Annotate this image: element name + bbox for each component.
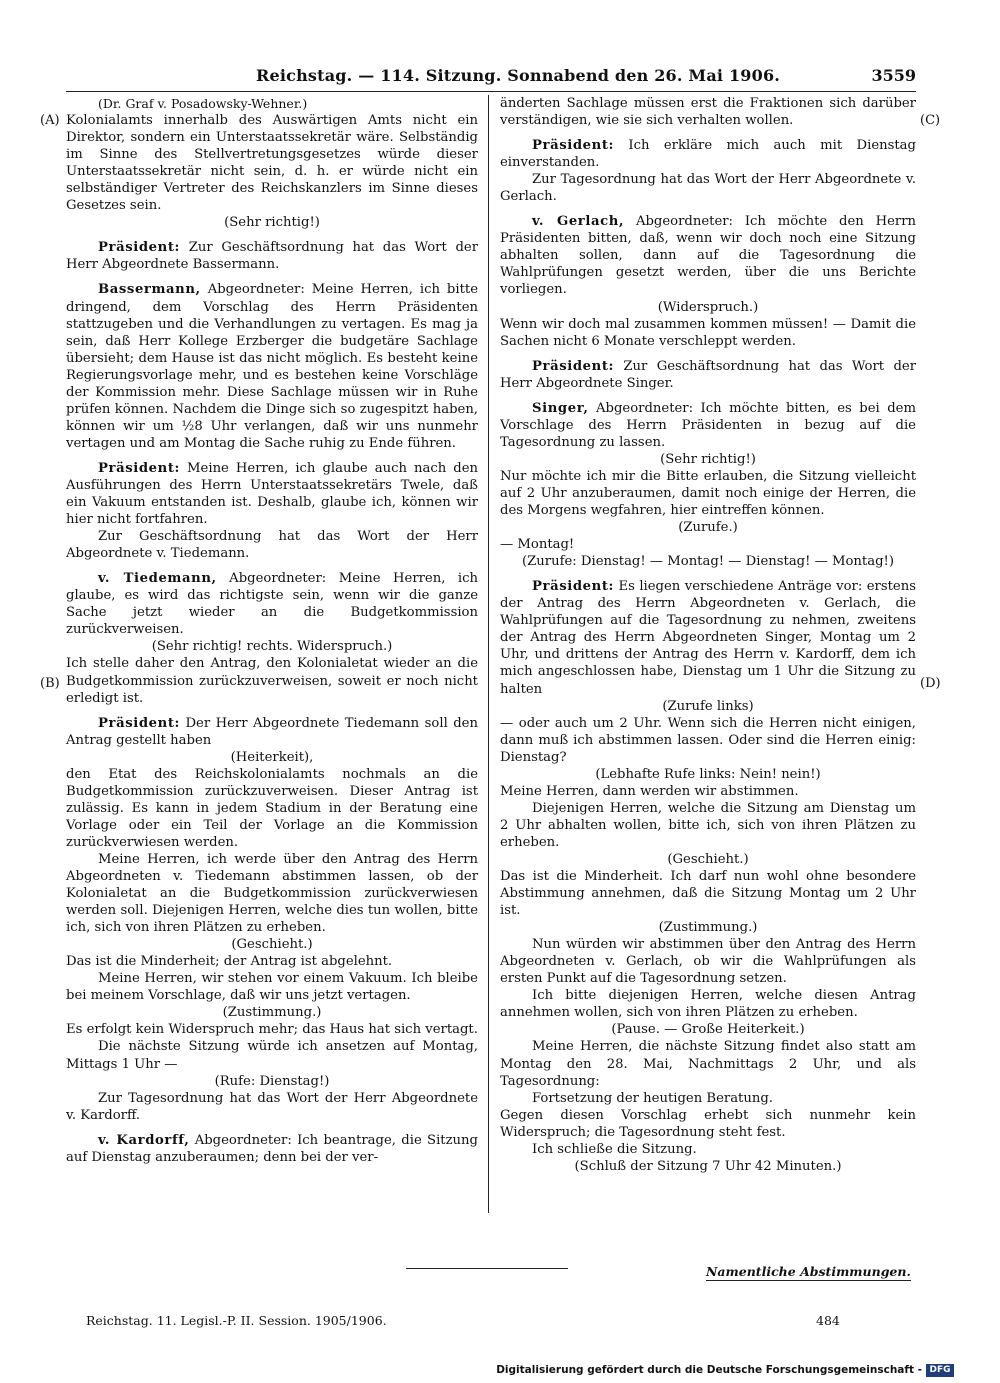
interjection: (Rufe: Dienstag!) [214, 1073, 330, 1089]
paragraph: Gegen diesen Vorschlag erhebt sich nunmehr kein Widerspruch; die Tagesordnung steht fest. [500, 1107, 916, 1140]
dfg-logo: DFG [926, 1364, 954, 1377]
interjection: (Zurufe: Dienstag! — Montag! — Dienstag! — Montag!) [522, 554, 894, 570]
speaker-name: v. Tiedemann, [98, 571, 217, 587]
header-rule [66, 91, 916, 92]
speech-text: Abgeordneter: Meine Herren, ich bitte dringend, dem Vorschlag des Herrn Präsidenten stattzugeben und die Verhandlungen zu vertagen. Es mag ja sein, daß Herr Kollege Erzberger die budgetäre Sachlage übersieht; dem Hause ist das nicht möglich. Es besteht keine Regierungsvorlage mehr, und es bestehen keine Vorschläge der Kommission mehr. Diese Sachlage müssen wir in Ruhe prüfen können. Nachdem die Dinge sich so zugespitzt haben, können wir um ½8 Uhr verlangen, daß wir uns nunmehr vertagen und am Montag die Sache ruhig zu Ende führen. [66, 282, 478, 451]
speech-text: Zur Geschäftsordnung hat das Wort der Herr Abgeordnete Singer. [500, 358, 916, 391]
speech-paragraph [500, 400, 916, 451]
speech-paragraph [66, 239, 478, 273]
running-title: Reichstag. — 114. Sitzung. Sonnabend den 26. Mai 1906. [256, 66, 781, 85]
section-rule [406, 1268, 568, 1269]
paragraph: Das ist die Minderheit. Ich darf nun wohl ohne besondere Abstimmung annehmen, daß die Sitzung Montag um 2 Uhr ist. [500, 869, 916, 919]
interjection: (Zustimmung.) [222, 1005, 322, 1021]
speech-paragraph [66, 281, 478, 451]
margin-marker-d: (D) [920, 676, 941, 691]
paragraph: änderten Sachlage müssen erst die Fraktionen sich darüber verständigen, wie sie sich verhalten wollen. [500, 96, 916, 129]
speech-paragraph [66, 715, 478, 749]
paragraph: Meine Herren, dann werden wir abstimmen. [500, 783, 799, 799]
speech-paragraph [66, 460, 478, 528]
column-divider [488, 95, 489, 1213]
speech-text: Meine Herren, ich glaube auch nach den Ausführungen des Herrn Unterstaatssekretärs Twele, daß ein Vakuum entstanden ist. Deshalb, glaube ich, können wir hier nicht fortfahren. [66, 460, 478, 528]
interjection: (Schluß der Sitzung 7 Uhr 42 Minuten.) [574, 1158, 842, 1174]
interjection: (Heiterkeit), [230, 749, 314, 765]
speech-text: Zur Geschäftsordnung hat das Wort der Herr Abgeordnete Bassermann. [66, 240, 478, 273]
interjection: (Sehr richtig!) [224, 215, 320, 231]
interjection: (Sehr richtig!) [660, 451, 756, 467]
footer-page-number: 484 [816, 1313, 840, 1328]
paragraph: Ich stelle daher den Antrag, den Kolonialetat wieder an die Budgetkommission zurückzuverweisen, soweit er noch nicht erledigt ist. [66, 656, 478, 706]
interjection: (Widerspruch.) [657, 299, 759, 315]
margin-marker-b: (B) [40, 676, 60, 691]
speaker-name: Präsident: [532, 579, 615, 595]
paragraph: — Montag! [500, 537, 575, 553]
interjection: (Lebhafte Rufe links: Nein! nein!) [595, 766, 821, 782]
named-votes-heading: Namentliche Abstimmungen. [706, 1264, 911, 1279]
page-number: 3559 [871, 66, 916, 85]
speaker-name: Singer, [532, 400, 589, 416]
paragraph: Meine Herren, die nächste Sitzung findet also statt am Montag den 28. Mai, Nachmittags 2 Uhr, und als Tagesordnung: [500, 1039, 916, 1089]
paragraph: Ich bitte diejenigen Herren, welche diesen Antrag annehmen wollen, sich von ihren Plätzen zu erheben. [500, 988, 916, 1021]
paragraph: Zur Tagesordnung hat das Wort der Herr Abgeordnete v. Gerlach. [500, 172, 916, 205]
paragraph: Nur möchte ich mir die Bitte erlauben, die Sitzung vielleicht auf 2 Uhr anzuberaumen, damit noch einige der Herren, die des Morgens wegfahren, hier eintreffen können. [500, 468, 916, 519]
interjection: (Geschieht.) [231, 937, 313, 953]
continued-speaker-ref: (Dr. Graf v. Posadowsky-Wehner.) [98, 96, 308, 111]
speaker-name: v. Kardorff, [98, 1132, 190, 1148]
paragraph: Das ist die Minderheit; der Antrag ist abgelehnt. [66, 954, 393, 970]
digitization-notice [496, 1362, 954, 1378]
paragraph: Die nächste Sitzung würde ich ansetzen auf Montag, Mittags 1 Uhr — [66, 1039, 478, 1072]
interjection: (Zustimmung.) [658, 920, 758, 936]
speech-text: Abgeordneter: Ich beantrage, die Sitzung auf Dienstag anzuberaumen; denn bei der ver- [66, 1132, 478, 1165]
paragraph: Meine Herren, wir stehen vor einem Vakuum. Ich bleibe bei meinem Vorschlage, daß wir uns jetzt vertagen. [66, 971, 478, 1004]
paragraph: Nun würden wir abstimmen über den Antrag des Herrn Abgeordneten v. Gerlach, ob wir die Wahlprüfungen als ersten Punkt auf die Tagesordnung setzen. [500, 937, 916, 987]
speech-paragraph [500, 358, 916, 392]
speaker-name: Präsident: [98, 460, 181, 476]
paragraph: Wenn wir doch mal zusammen kommen müssen! — Damit die Sachen nicht 6 Monate verschleppt werden. [500, 316, 916, 349]
speech-paragraph [500, 578, 916, 697]
speech-text: Abgeordneter: Meine Herren, ich glaube, es wird das richtigste sein, wenn wir die ganze Sache jetzt wieder an die Budgetkommission zurückverweisen. [66, 571, 478, 638]
margin-marker-c: (C) [920, 113, 941, 128]
speaker-name: Präsident: [532, 138, 615, 154]
paragraph: den Etat des Reichskolonialamts nochmals an die Budgetkommission zurückzuverweisen. Dieser Antrag ist zulässig. Es kann in jedem Stadium in der Beratung eine Vorlage oder ein Teil der Vorlage an die Kommission zurückverwiesen werden. [66, 766, 478, 850]
paragraph: Kolonialamts innerhalb des Auswärtigen Amts nicht ein Direktor, sondern ein Unterstaatssekretär wäre. Selbständig im Sinne des Stellvertretungsgesetzes würde dieser Unterstaatssekretär nicht sein, d. h. er würde nicht ein selbständiger Vertreter des Reichskanzlers im Sinne dieses Gesetzes sein. [66, 113, 478, 214]
paragraph: Diejenigen Herren, welche die Sitzung am Dienstag um 2 Uhr abhalten wollen, bitte ich, sich von ihren Plätzen zu erheben. [500, 800, 916, 850]
speaker-name: Präsident: [98, 240, 181, 256]
interjection: (Zurufe links) [662, 698, 754, 714]
speech-paragraph [500, 213, 916, 298]
interjection: (Zurufe.) [678, 520, 738, 536]
speech-text: Es liegen verschiedene Anträge vor: erstens der Antrag des Herrn Abgeordneten v. Gerlach, die Wahlprüfungen auf die Tagesordnung zu nehmen, zweitens der Antrag des Herrn Abgeordneten Singer, Montag um 2 Uhr, und drittens der Antrag des Herrn v. Kardorff, dem ich mich angeschlossen habe, Dienstag um 1 Uhr die Sitzung zu halten [500, 579, 916, 697]
speech-paragraph [500, 137, 916, 171]
speech-text: Ich erkläre mich auch mit Dienstag einverstanden. [500, 138, 916, 171]
interjection: (Pause. — Große Heiterkeit.) [611, 1022, 805, 1038]
paragraph: Es erfolgt kein Widerspruch mehr; das Haus hat sich vertagt. [66, 1022, 478, 1038]
paragraph: Fortsetzung der heutigen Beratung. [532, 1090, 773, 1106]
paragraph: Ich schließe die Sitzung. [532, 1141, 697, 1157]
speech-paragraph [66, 570, 478, 638]
speaker-name: v. Gerlach, [532, 214, 625, 230]
paragraph: — oder auch um 2 Uhr. Wenn sich die Herren nicht einigen, dann muß ich abstimmen lassen. Oder sind die Herren einig: Dienstag? [500, 715, 916, 765]
paragraph: Zur Geschäftsordnung hat das Wort der Herr Abgeordnete v. Tiedemann. [66, 529, 478, 562]
speaker-name: Bassermann, [98, 282, 201, 298]
speaker-name: Präsident: [98, 715, 181, 731]
speech-text: Abgeordneter: Ich möchte den Herrn Präsidenten bitten, daß, wenn wir doch noch eine Sitzung abhalten sollen, dann auf die Tagesordnung die Wahlprüfungen gesetzt werden, über die uns Berichte vorliegen. [500, 214, 916, 298]
interjection: (Geschieht.) [667, 851, 749, 867]
paragraph: Zur Tagesordnung hat das Wort der Herr Abgeordnete v. Kardorff. [66, 1090, 478, 1123]
speech-text: Abgeordneter: Ich möchte bitten, es bei dem Vorschlage des Herrn Präsidenten in bezug auf die Tagesordnung zu lassen. [500, 400, 916, 450]
left-column [66, 95, 478, 1166]
speech-text: Der Herr Abgeordnete Tiedemann soll den Antrag gestellt haben [66, 715, 478, 748]
paragraph: Meine Herren, ich werde über den Antrag des Herrn Abgeordneten v. Tiedemann abstimmen lassen, ob der Kolonialetat an die Budgetkommission zurückverwiesen werden soll. Diejenigen Herren, welche dies tun wollen, bitte ich, sich von ihren Plätzen zu erheben. [66, 851, 478, 936]
speech-paragraph [66, 1132, 478, 1166]
margin-marker-a: (A) [40, 113, 60, 128]
page-header [66, 62, 916, 90]
footer-left: Reichstag. 11. Legisl.-P. II. Session. 1905/1906. [86, 1313, 387, 1328]
digitization-text: Digitalisierung gefördert durch die Deutsche Forschungsgemeinschaft - [496, 1364, 922, 1376]
speaker-name: Präsident: [532, 358, 615, 374]
right-column [500, 95, 916, 1175]
interjection: (Sehr richtig! rechts. Widerspruch.) [151, 639, 393, 655]
